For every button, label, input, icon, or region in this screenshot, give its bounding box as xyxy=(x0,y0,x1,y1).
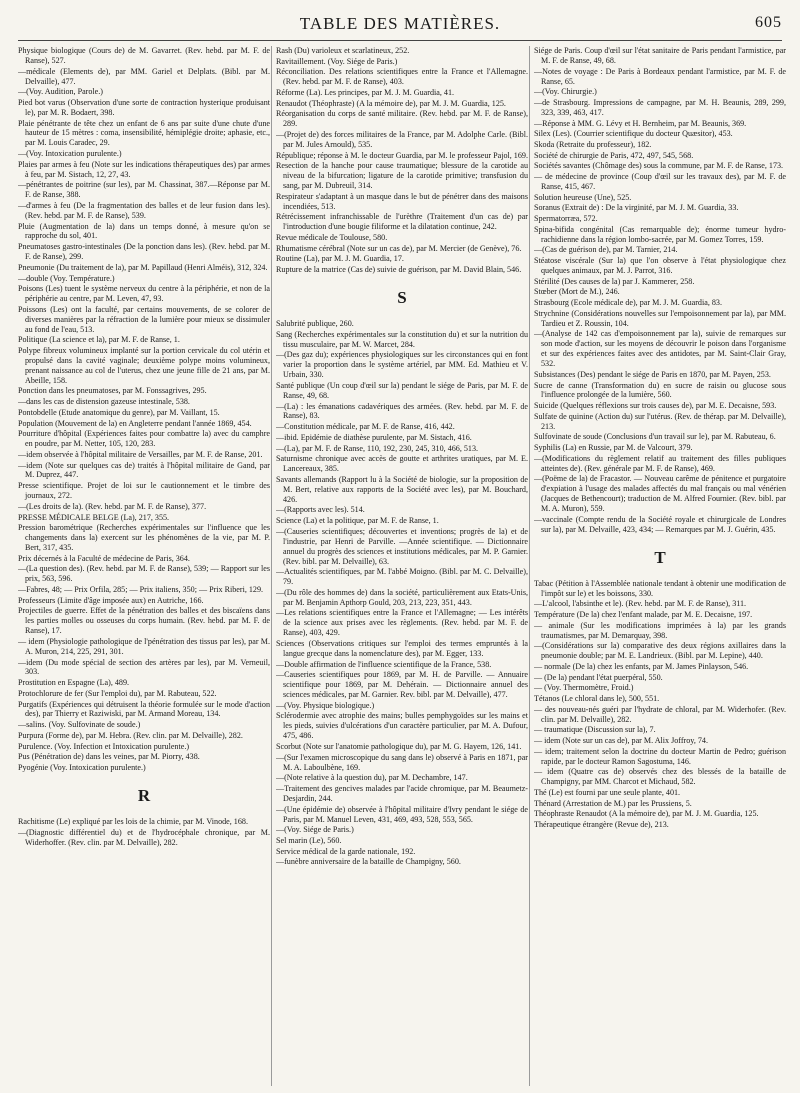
index-entry: —Causeries scientifiques pour 1869, par M. H. de Parville. — Annuaire scientifique pour 1869, par M. Dehérain. — Dictionnaire annuel des sciences médicales, par M. Garnier. Rev. bibl. par M. Delvaille), 477. xyxy=(276,670,528,700)
index-entry: Syphilis (La) en Russie, par M. de Valcourt, 379. xyxy=(534,443,693,453)
index-entry: —funèbre anniversaire de la bataille de Champigny, 560. xyxy=(276,857,461,867)
index-entry: Spermatorræa, 572. xyxy=(534,214,598,224)
index-entry: —pénétrantes de poitrine (sur les), par M. Chassinat, 387.—Réponse par M. F. de Ranse, 388. xyxy=(18,180,270,200)
index-entry: Scorbut (Note sur l'anatomie pathologique du), par M. G. Hayem, 126, 141. xyxy=(276,741,522,751)
index-entry: —(Causeries scientifiques; découvertes et inventions; progrès de la) et de l'industrie, par Henri de Parville. —Année scientifique. — Dictionnaire annuel du progrès des sciences et institutions médicales, par M. P. Garnier. (Rev. bibl. par M. Delvaille), 63. xyxy=(276,526,528,566)
index-entry: PRESSE MÉDICALE BELGE (La), 217, 355. xyxy=(18,512,170,522)
index-entry: Plaies par armes à feu (Note sur les indications thérapeutiques des) par armes à feu, par M. Sistach, 12, 27, 43. xyxy=(18,159,270,179)
index-entry: — animale (Sur les modifications imprimées à la) par les grands traumatismes, par M. Demarquay, 398. xyxy=(534,620,786,640)
index-entry: —(Modifications du règlement relatif au traitement des filles publiques atteintes de). (Rev. générale par M. F. de Ranse), 469. xyxy=(534,453,786,473)
index-entry: Rhumatisme cérébral (Note sur un cas de), par M. Mercier (de Genève), 76. xyxy=(276,243,522,253)
index-entry: —(La), par M. F. de Ranse, 110, 192, 230, 245, 310, 466, 513. xyxy=(276,443,479,453)
index-entry: —(Sur l'examen microscopique du sang dans le) observé à Paris en 1871, par M. A. Laboulbène, 169. xyxy=(276,752,528,772)
index-entry: Réconciliation. Des relations scientifiques entre la France et l'Allemagne. (Rev. hebd. par M. F. de Ranse), 403. xyxy=(276,67,528,87)
index-entry: —médicale (Elements de), par MM. Gariel et Delplats. (Bibl. par M. Delvaille), 477. xyxy=(18,66,270,86)
index-entry: Rupture de la matrice (Cas de) suivie de guérison, par M. David Blain, 546. xyxy=(276,265,522,275)
index-entry: —Double affirmation de l'influence scientifique de la France, 538. xyxy=(276,659,492,669)
index-entry: Savants allemands (Rapport lu à la Société de biologie, sur la proposition de M. Bert, relative aux rapports de la Société avec les), par M. Bouchard, 426. xyxy=(276,474,528,504)
index-entry: —idem (Du mode spécial de section des artères par les), par M. Verneuil, 303. xyxy=(18,657,270,677)
index-entry: Sang (Recherches expérimentales sur la constitution du) et sur la nutrition du tissu musculaire, par M. W. Marcet, 284. xyxy=(276,329,528,349)
index-entry: —(Note relative à la question du), par M. Dechambre, 147. xyxy=(276,773,468,783)
index-entry: Silex (Les). (Courrier scientifique du docteur Quæsitor), 453. xyxy=(534,129,733,139)
index-entry: Rétrécissement infranchissable de l'urèthre (Traitement d'un cas de) par l'introduction d'une bougie filiforme et la dilatation continue, 242. xyxy=(276,212,528,232)
index-entry: —(Poëme de la) de Fracastor. — Nouveau carême de pénitence et purgatoire d'expiation à l'usage des malades affectés du mal français ou mal vénérien (Jacques de Bethencourt); traduction de M. Alfred Fournier. (Rev. bibl. par M. A. Muron), 559. xyxy=(534,474,786,514)
index-entry: —ibid. Epidémie de diathèse purulente, par M. Sistach, 416. xyxy=(276,432,472,442)
index-entry: Stœber (Mort de M.), 246. xyxy=(534,287,620,297)
index-entry: —L'alcool, l'absinthe et le). (Rev. hebd. par M. F. de Ranse), 311. xyxy=(534,599,747,609)
index-entry: Renaudot (Théophraste) (A la mémoire de), par M. J. M. Guardia, 125. xyxy=(276,98,506,108)
index-entry: République; réponse à M. le docteur Guardia, par M. le professeur Pajol, 169. xyxy=(276,150,528,160)
index-entry: Projectiles de guerre. Effet de la pénétration des balles et des biscaïens dans les parties molles ou osseuses du corps humain. (Rev. hebd. par M. F. de Ranse), 17. xyxy=(18,606,270,636)
index-entry: Science (La) et la politique, par M. F. de Ranse, 1. xyxy=(276,516,439,526)
index-entry: —(La) : les émanations cadavériques des armées. (Rev. hebd. par M. F. de Ranse), 83. xyxy=(276,401,528,421)
index-entry: Strasbourg (Ecole médicale de), par M. J. M. Guardia, 83. xyxy=(534,298,722,308)
index-entry: — (Voy. Thermomètre, Froid.) xyxy=(534,683,634,693)
index-entry: Thénard (Arrestation de M.) par les Prussiens, 5. xyxy=(534,798,692,808)
index-entry: Société de chirurgie de Paris, 472, 497, 545, 568. xyxy=(534,150,694,160)
index-entry: Pneumonie (Du traitement de la), par M. Papillaud (Henri Alméis), 312, 324. xyxy=(18,262,268,272)
index-entry: Ravitaillement. (Voy. Siége de Paris.) xyxy=(276,56,398,66)
index-entry: — des nouveau-nés guéri par l'hydrate de chloral, par M. Widerhofer. (Rev. clin. par M. Delvaille), 282. xyxy=(534,704,786,724)
index-entry: Pluie (Augmentation de la) dans un temps donné, à mesure qu'on se rapproche du sol, 401. xyxy=(18,221,270,241)
index-entry: Sciences (Observations critiques sur l'emploi des termes empruntés à la langue grecque dans la nomenclature des), par M. Egger, 133. xyxy=(276,638,528,658)
index-entry: —double (Voy. Température.) xyxy=(18,273,115,283)
index-entry: —Actualités scientifiques, par M. l'abbé Moigno. (Bibl. par M. C. Delvaille), 79. xyxy=(276,567,528,587)
index-entry: Salubrité publique, 260. xyxy=(276,319,354,329)
index-entry: Rash (Du) varioleux et scarlatineux, 252. xyxy=(276,46,410,55)
index-entry: Tabac (Pétition à l'Assemblée nationale tendant à obtenir une modification de l'impôt sur le) et les boissons, 330. xyxy=(534,578,786,598)
index-entry: —(Analyse de 142 cas d'empoisonnement par la), suivie de remarques sur son mode d'action, sur les moyens de découvrir le poison dans l'organisme et sur des expériences faites avec des antidotes, par M. Saint-Clair Gray, 532. xyxy=(534,329,786,369)
index-entry: Subsistances (Des) pendant le siége de Paris en 1870, par M. Payen, 253. xyxy=(534,369,771,379)
index-entry: —(Considérations sur la) comparative des deux régions axillaires dans la pneumonie double; par M. E. Landrieux. (Bibl. par M. Lepine), 440. xyxy=(534,641,786,661)
index-entry: Spina-bifida congénital (Cas remarquable de); énorme tumeur hydro-rachidienne dans la région lombo-sacrée, par M. Gomez Torres, 159. xyxy=(534,224,786,244)
index-entry: Pourriture d'hôpital (Expériences faites pour combattre la) avec du camphre en poudre, par M. Netter, 105, 120, 283. xyxy=(18,429,270,449)
index-entry: Sulfovinate de soude (Conclusions d'un travail sur le), par M. Rabuteau, 6. xyxy=(534,432,776,442)
index-entry: Service médical de la garde nationale, 192. xyxy=(276,846,416,856)
section-letter: T xyxy=(654,547,666,567)
index-entry: Physique biologique (Cours de) de M. Gavarret. (Rev. hebd. par M. F. de Ranse), 527. xyxy=(18,46,270,65)
index-entry: Professeurs (Limite d'âge imposée aux) en Autriche, 166. xyxy=(18,595,204,605)
index-entry: —(Du rôle des hommes de) dans la société, particulièrement aux Etats-Unis, par M. Benjamin Apthorp Gould, 203, 213, 223, 351, 443. xyxy=(276,587,528,607)
index-entry: Pneumatoses gastro-intestinales (De la ponction dans les). (Rev. hebd. par M. F. de Ranse), 299. xyxy=(18,242,270,262)
index-entry: — idem (Note sur un cas de), par M. Alix Joffroy, 74. xyxy=(534,736,708,746)
index-entry: Rachitisme (Le) expliqué par les lois de la chimie, par M. Vinode, 168. xyxy=(18,816,248,826)
index-entry: Respirateur s'adaptant à un masque dans le but de pénétrer dans des maisons incendiées, 513. xyxy=(276,191,528,211)
index-entry: Pyogénie (Voy. Intoxication purulente.) xyxy=(18,763,146,772)
index-entry: Thérapeutique étrangère (Revue de), 213. xyxy=(534,820,669,830)
index-entry: Sociétés savantes (Chômage des) sous la commune, par M. F. de Ranse, 173. xyxy=(534,161,784,171)
index-entry: Sclérodermie avec atrophie des mains; bulles pemphygoïdes sur les mains et les pieds, suivies d'ulcérations d'un caractère particulier, par M. A. Dufour, 475, 486. xyxy=(276,711,528,741)
index-entry: Skoda (Retraite du professeur), 182. xyxy=(534,139,652,149)
column-divider xyxy=(529,46,530,1086)
index-entry: Population (Mouvement de la) en Angleterre pendant l'année 1869, 454. xyxy=(18,418,252,428)
index-entry: —Les relations scientifiques entre la France et l'Allemagne; — Les intérêts de la science aux prises avec les règlements. (Rev. hebd. par M. F. de Ranse), 403, 429. xyxy=(276,608,528,638)
index-entry: — normale (De la) chez les enfants, par M. James Pinlayson, 546. xyxy=(534,661,749,671)
index-entry: —Constitution médicale, par M. F. de Ranse, 416, 442. xyxy=(276,422,455,432)
index-entry: Sucre de canne (Transformation du) en sucre de raisin ou glucose sous l'influence prolongée de la lumière, 560. xyxy=(534,380,786,400)
header-rule xyxy=(18,40,782,41)
index-entry: Purpura (Forme de), par M. Hebra. (Rev. clin. par M. Delvaille), 282. xyxy=(18,730,243,740)
index-entry: Prix décernés à la Faculté de médecine de Paris, 364. xyxy=(18,553,190,563)
index-column-2 xyxy=(276,46,528,1086)
index-entry: —idem (Note sur quelques cas de) traités à l'hôpital militaire de Gand, par M. Duprez, 447. xyxy=(18,460,270,480)
index-entry: —(Voy. Chirurgie.) xyxy=(534,87,597,97)
index-entry: Santé publique (Un coup d'œil sur la) pendant le siége de Paris, par M. F. de Ranse, 49, 68. xyxy=(276,380,528,400)
index-entry: Sulfate de quinine (Action du) sur l'utérus. (Rev. de thérap. par M. Delvaille), 213. xyxy=(534,411,786,431)
index-entry: Plaie pénétrante de tête chez un enfant de 6 ans par suite d'une chute d'une hauteur de 15 mètres : coma, insensibilité, hémiplégie droite; aphasie, etc., par M. Louis Caradec, 29. xyxy=(18,118,270,148)
index-entry: —(Voy. Physique biologique.) xyxy=(276,700,375,710)
index-entry: Pus (Pénétration de) dans les veines, par M. Piorry, 438. xyxy=(18,752,200,762)
page-title: TABLE DES MATIÈRES. xyxy=(299,14,501,33)
index-entry: — de médecine de province (Coup d'œil sur les travaux des), par M. F. de Ranse, 415, 467. xyxy=(534,172,786,191)
index-entry: —d'armes à feu (De la fragmentation des balles et de leur fusion dans les). (Rev. hebd. par M. F. de Ranse), 539. xyxy=(18,200,270,220)
index-entry: Ponction dans les pneumatoses, par M. Fonssagrives, 295. xyxy=(18,386,207,396)
index-entry: Poissons (Les) ont la faculté, par certains mouvements, de se colorer de diverses manières par la réfraction de la lumière pour mieux se dissimuler au fond de l'eau, 513. xyxy=(18,304,270,334)
index-entry: Prostitution en Espagne (La), 489. xyxy=(18,678,130,688)
index-entry: —salins. (Voy. Sulfovinate de soude.) xyxy=(18,720,141,730)
index-entry: —(Cas de guérison de), par M. Tarnier, 214. xyxy=(534,245,678,255)
index-entry: —(Des gaz du); expériences physiologiques sur les circonstances qui en font varier la proportion dans le système artériel, par MM. Ed. Mathieu et V. Urbain, 330. xyxy=(276,350,528,380)
index-entry: Solution heureuse (Une), 525. xyxy=(534,192,632,202)
index-entry: Purulence. (Voy. Infection et Intoxication purulente.) xyxy=(18,741,190,751)
index-entry: Purgatifs (Expériences qui détruisent la théorie formulée sur le mode d'action des), par Thierry et Raziwiski, par M. Armand Moreau, 134. xyxy=(18,699,270,719)
index-entry: —Notes de voyage : De Paris à Bordeaux pendant l'armistice, par M. F. de Ranse, 65. xyxy=(534,66,786,86)
index-entry: —de Strasbourg. Impressions de campagne, par M. H. Beaunis, 289, 299, 323, 339, 463, 417. xyxy=(534,97,786,117)
index-entry: —(Rapports avec les). 514. xyxy=(276,505,365,515)
index-entry: Soranus (Extrait de) : De la virginité, par M. J. M. Guardia, 33. xyxy=(534,203,739,213)
index-entry: —(Projet de) des forces militaires de la France, par M. Adolphe Carle. (Bibl. par M. Jules Arnould), 535. xyxy=(276,130,528,149)
index-entry: Poisons (Les) tuent le système nerveux du centre à la périphérie, et non de la périphérie au centre, par M. Leven, 47, 93. xyxy=(18,284,270,304)
index-entry: —idem observée à l'hôpital militaire de Versailles, par M. F. de Ranse, 201. xyxy=(18,449,263,459)
index-entry: Stéatose viscérale (Sur la) que l'on observe à l'état physiologique chez quelques animaux, par M. J. Parrot, 316. xyxy=(534,256,786,275)
index-entry: — (De la) pendant l'état puerpéral, 550. xyxy=(534,672,663,682)
index-entry: Thé (Le) est fourni par une seule plante, 401. xyxy=(534,787,681,797)
page-header xyxy=(0,14,800,38)
index-entry: —vaccinale (Compte rendu de la Société royale et chirurgicale de Londres sur la), par M. Delvaille, 423, 434; — Remarques par M. J. Guérin, 435. xyxy=(534,514,786,534)
index-entry: Suicide (Quelques réflexions sur trois causes de), par M. E. Decaisne, 593. xyxy=(534,401,777,411)
index-entry: Routine (La), par M. J. M. Guardia, 17. xyxy=(276,254,404,264)
index-entry: —Traitement des gencives malades par l'acide chromique, par M. Beaumetz-Desjardin, 244. xyxy=(276,784,528,803)
index-entry: Pied bot varus (Observation d'une sorte de contraction hysterique produisant le), par M. R. Bodaert, 398. xyxy=(18,97,270,117)
column-divider xyxy=(271,46,272,1086)
index-entry: —(Voy. Intoxication purulente.) xyxy=(18,149,122,159)
index-entry: Stérilité (Des causes de la) par J. Kammerer, 258. xyxy=(534,276,695,286)
index-entry: —(Diagnostic différentiel du) et de l'hydrocéphale chronique, par M. Widerhoffer. (Rev. clin. par M. Delvaille), 282. xyxy=(18,827,270,847)
index-entry: —(Les droits de la). (Rev. hebd. par M. F. de Ranse), 377. xyxy=(18,501,207,511)
section-letter: S xyxy=(397,288,407,308)
index-entry: —(Une épidémie de) observée à l'hôpital militaire d'Ivry pendant le siége de Paris, par M. Manuel Leven, 431, 469, 493, 528, 553, 565. xyxy=(276,804,528,824)
index-entry: — idem; traitement selon la doctrine du docteur Martin de Pedro; guérison rapide, par le docteur Ramon Sagostuma, 146. xyxy=(534,746,786,766)
index-entry: Resection de la hanche pour cause traumatique; blessure de la carotide au niveau de la bifurcation; ligature de la carotide primitive; transfusion du sang, par M. Dubreuil, 314. xyxy=(276,161,528,191)
index-entry: Réorganisation du corps de santé militaire. (Rev. hebd. par M. F. de Ranse), 289. xyxy=(276,109,528,129)
index-entry: Sel marin (Le), 560. xyxy=(276,835,342,845)
index-column-3 xyxy=(534,46,786,1086)
index-entry: Siége de Paris. Coup d'œil sur l'état sanitaire de Paris pendant l'armistice, par M. F. de Ranse, 49, 68. xyxy=(534,46,786,65)
index-entry: —(La question des). (Rev. hebd. par M. F. de Ranse), 539; — Rapport sur les prix, 563, 596. xyxy=(18,564,270,584)
index-entry: Pontobdelle (Etude anatomique du genre), par M. Vaillant, 15. xyxy=(18,407,220,417)
index-entry: Saturnisme chronique avec accès de goutte et arthrites uratiques, par M. E. Lancereaux, 385. xyxy=(276,454,528,474)
page-number: 605 xyxy=(755,14,782,31)
index-entry: Presse scientifique. Projet de loi sur le cautionnement et le timbre des journaux, 272. xyxy=(18,481,270,501)
index-entry: —(Voy. Audition, Parole.) xyxy=(18,87,103,97)
index-entry: Température (De la) chez l'enfant malade, par M. E. Decaisne, 197. xyxy=(534,610,753,620)
index-entry: — traumatique (Discussion sur la), 7. xyxy=(534,725,656,735)
index-entry: Théophraste Renaudot (A la mémoire de), par M. J. M. Guardia, 125. xyxy=(534,809,759,819)
index-entry: Polype fibreux volumineux implanté sur la portion cervicale du col utérin et propulsé dans la cavité vaginale; deuxième polype moins volumineux, prenant naissance au col de l'uterus, chez une jeune fille de 21 ans, par M. Abeille, 158. xyxy=(18,346,270,385)
index-entry: — idem (Quatre cas de) observés chez des blessés de la bataille de Champigny, par MM. Charcot et Michaud, 582. xyxy=(534,767,786,787)
index-entry: Pression barométrique (Recherches expérimentales sur l'influence que les changements dans la) exercent sur les phénomènes de la vie, par M. P. Bert, 317, 435. xyxy=(18,523,270,553)
index-entry: Protochlorure de fer (Sur l'emploi du), par M. Rabuteau, 522. xyxy=(18,688,217,698)
index-entry: —(Voy. Siége de Paris.) xyxy=(276,825,354,835)
index-entry: —Fabres, 48; — Prix Orfila, 285; — Prix italiens, 350; — Prix Riberi, 129. xyxy=(18,585,264,595)
index-entry: Revue médicale de Toulouse, 580. xyxy=(276,233,388,243)
index-entry: —dans les cas de distension gazeuse intestinale, 538. xyxy=(18,397,190,407)
index-entry: Strychnine (Considérations nouvelles sur l'empoisonnement par la), par MM. Tardieu et Z. Roussin, 104. xyxy=(534,308,786,328)
index-entry: Politique (La science et la), par M. F. de Ranse, 1. xyxy=(18,335,180,345)
index-column-1 xyxy=(18,46,270,1086)
index-entry: Tétanos (Le chloral dans le), 500, 551. xyxy=(534,694,660,704)
index-entry: Réforme (La). Les principes, par M. J. M. Guardia, 41. xyxy=(276,88,455,98)
index-entry: —Réponse à MM. G. Lévy et H. Bernheim, par M. Beaunis, 369. xyxy=(534,118,747,128)
index-entry: — idem (Physiologie pathologique de l'pénétration des tissus par les), par M. A. Muron, 214, 225, 291, 301. xyxy=(18,636,270,656)
section-letter: R xyxy=(137,785,151,805)
